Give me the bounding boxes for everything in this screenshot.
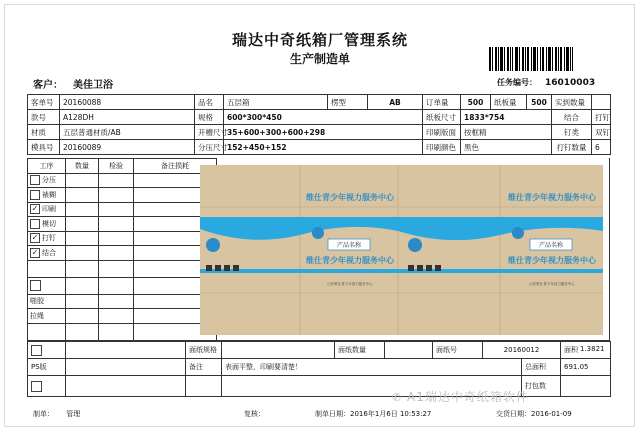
checkbox-yinshua[interactable]: ✓	[31, 204, 39, 214]
customer-line	[33, 76, 113, 91]
handling-symbol-icon	[435, 265, 441, 271]
process-table	[27, 158, 217, 341]
cell-label: 品名	[195, 95, 224, 110]
handling-symbol-icon	[408, 265, 414, 271]
form-title: 生产制造单	[289, 52, 350, 66]
cell-value: A128DH	[60, 110, 195, 125]
handling-symbol-icon	[224, 265, 230, 271]
brand-text-top-2: 维仕青少年视力服务中心	[508, 193, 596, 202]
task-number-value: 16010003	[545, 78, 596, 88]
order-date-label: 制单日期：	[315, 410, 350, 418]
cell-value: 五层普通材质/AB	[60, 125, 195, 140]
table-row	[28, 110, 611, 125]
table-row	[28, 95, 611, 110]
logo-icon	[206, 238, 220, 252]
task-number-line	[497, 77, 595, 88]
table-row	[28, 202, 217, 217]
process-step[interactable]	[28, 202, 66, 217]
cell-label: 面纸数量	[335, 342, 385, 359]
cell-label: 分压尺寸	[195, 140, 224, 155]
cell-value: 1833*754	[461, 110, 552, 125]
handling-symbol-icon	[426, 265, 432, 271]
cell-value: 600*300*450	[224, 110, 423, 125]
carton-design-image	[200, 165, 603, 335]
checkbox-blank-1[interactable]	[30, 280, 41, 291]
fine-print: 山东维仕青少年视力服务中心	[529, 282, 575, 286]
cell-label: 纸板量	[491, 95, 527, 110]
cell-value: 152+450+152	[224, 140, 423, 155]
process-label: 印刷	[42, 205, 56, 214]
table-row	[28, 260, 217, 277]
table-row	[28, 277, 217, 294]
tag-text: 产品名称	[538, 242, 564, 249]
cell-label: 开槽尺寸	[195, 125, 224, 140]
cell-label: 印刷版面	[423, 125, 461, 140]
handling-symbol-icon	[206, 265, 212, 271]
watermark	[392, 388, 529, 405]
cell-value: 500	[461, 95, 491, 110]
table-row	[28, 173, 217, 188]
cell-value	[222, 342, 335, 359]
footer-date	[315, 409, 431, 419]
cell-label: 面纸号	[433, 342, 483, 359]
checkbox-jiehe[interactable]: ✓	[31, 247, 39, 257]
checkbox-biaohu[interactable]	[30, 190, 40, 200]
process-step[interactable]	[28, 231, 66, 246]
watermark-text: A1瑞达中奇纸箱软件	[407, 390, 529, 404]
table-row	[28, 217, 217, 232]
cell-label: 订单量	[423, 95, 461, 110]
cell-label: 印刷颜色	[423, 140, 461, 155]
cell-value: 35+600+300+600+298	[224, 125, 423, 140]
tag-text: 产品名称	[336, 242, 362, 249]
cell-value	[561, 376, 611, 397]
maker-value: 管理	[66, 410, 81, 418]
handling-symbol-icon	[215, 265, 221, 271]
cell-value	[592, 95, 611, 110]
process-label: 模切	[42, 219, 56, 228]
cell-value: 双钉	[592, 125, 611, 140]
cell-value: 691.05	[561, 359, 611, 376]
cell-label: 客单号	[28, 95, 60, 110]
cell-value	[385, 342, 433, 359]
order-info-table	[27, 94, 611, 155]
header-quantity: 数量	[66, 159, 99, 174]
cell-value: 黑色	[461, 140, 552, 155]
table-row	[28, 294, 217, 309]
table-row	[28, 323, 217, 340]
cell-value: 20160012	[483, 342, 561, 359]
cell-value: 500	[527, 95, 552, 110]
customer-name: 美佳卫浴	[73, 80, 113, 91]
cell-label: 材质	[28, 125, 60, 140]
maker-label: 制单：	[33, 410, 54, 418]
process-label: 裱糊	[42, 190, 56, 199]
table-row	[28, 359, 611, 376]
checkbox-fenya[interactable]	[30, 175, 40, 185]
reviewer-label: 复核：	[244, 410, 265, 418]
brand-text-top-1: 维仕青少年视力服务中心	[306, 193, 394, 202]
cell-label: 款号	[28, 110, 60, 125]
wechat-icon: ✆	[392, 391, 403, 404]
cell-label: 模具号	[28, 140, 60, 155]
cell-label: 面积	[561, 342, 611, 359]
header-process: 工序	[28, 159, 66, 174]
table-row	[28, 140, 611, 155]
extra-label: 啪胶	[28, 294, 66, 309]
table-row	[28, 188, 217, 203]
bottom-table	[27, 341, 611, 359]
cell-label: 备注	[186, 359, 222, 376]
table-row	[28, 342, 611, 359]
cell-label: 结合	[552, 110, 592, 125]
checkbox-blank-2[interactable]	[31, 345, 42, 356]
table-row	[28, 231, 217, 246]
handling-symbol-icon	[233, 265, 239, 271]
area-value: 1.3821	[580, 345, 605, 353]
cell-label: 面纸规格	[186, 342, 222, 359]
order-date-value: 2016年1月6日 10:53:27	[350, 410, 432, 418]
process-label: 分压	[42, 176, 56, 185]
header-inspection: 检验	[99, 159, 134, 174]
cell-value: 按框精	[461, 125, 552, 140]
cell-label: 钉类	[552, 125, 592, 140]
ps-label: PS版	[28, 359, 66, 376]
checkbox-blank-3[interactable]	[31, 381, 42, 392]
table-header-row	[28, 159, 217, 174]
customer-label: 客户：	[33, 80, 63, 91]
process-step[interactable]	[28, 217, 66, 232]
cell-value: 20160089	[60, 140, 195, 155]
cell-value: 20160088	[60, 95, 195, 110]
cell-label: 楞型	[328, 95, 368, 110]
cell-value: AB	[368, 95, 423, 110]
cell-label: 实到数量	[552, 95, 592, 110]
fine-print: 山东维仕青少年视力服务中心	[327, 282, 373, 286]
cell-label: 打包数	[522, 376, 561, 397]
logo-icon	[408, 238, 422, 252]
cell-label: 总面积	[522, 359, 561, 376]
process-label: 结合	[42, 248, 56, 257]
footer-delivery	[496, 409, 572, 419]
system-title: 瑞达中奇纸箱厂管理系统	[231, 31, 408, 49]
cell-value: 表面平整，印刷要清楚！	[222, 359, 522, 376]
process-step[interactable]	[28, 246, 66, 261]
checkbox-moqie[interactable]	[30, 219, 40, 229]
blue-band-bottom	[200, 269, 603, 273]
brand-text-mid-2: 维仕青少年视力服务中心	[508, 256, 596, 265]
process-label: 打钉	[42, 234, 56, 243]
delivery-date-label: 交货日期：	[496, 410, 531, 418]
delivery-date-value: 2016-01-09	[531, 410, 572, 418]
logo-icon	[312, 227, 324, 239]
barcode	[489, 47, 573, 71]
process-step[interactable]	[28, 188, 66, 203]
cell-value: 6	[592, 140, 611, 155]
cell-label: 打钉数量	[552, 140, 592, 155]
footer-reviewer	[244, 409, 265, 419]
handling-symbol-icon	[417, 265, 423, 271]
footer-maker	[33, 409, 80, 419]
table-row	[28, 246, 217, 261]
cell-label: 纸板尺寸	[423, 110, 461, 125]
logo-icon	[512, 227, 524, 239]
cell-value: 打钉	[592, 110, 611, 125]
cell-value: 五层箱	[224, 95, 328, 110]
cell-label: 规格	[195, 110, 224, 125]
brand-text-mid-1: 维仕青少年视力服务中心	[306, 256, 394, 265]
task-number-label: 任务编号：	[497, 78, 537, 87]
extra-label: 拉绳	[28, 309, 66, 324]
table-row	[28, 125, 611, 140]
checkbox-dading[interactable]: ✓	[31, 233, 39, 243]
process-step[interactable]	[28, 173, 66, 188]
header-remarks: 备注损耗	[134, 159, 217, 174]
table-row	[28, 309, 217, 324]
